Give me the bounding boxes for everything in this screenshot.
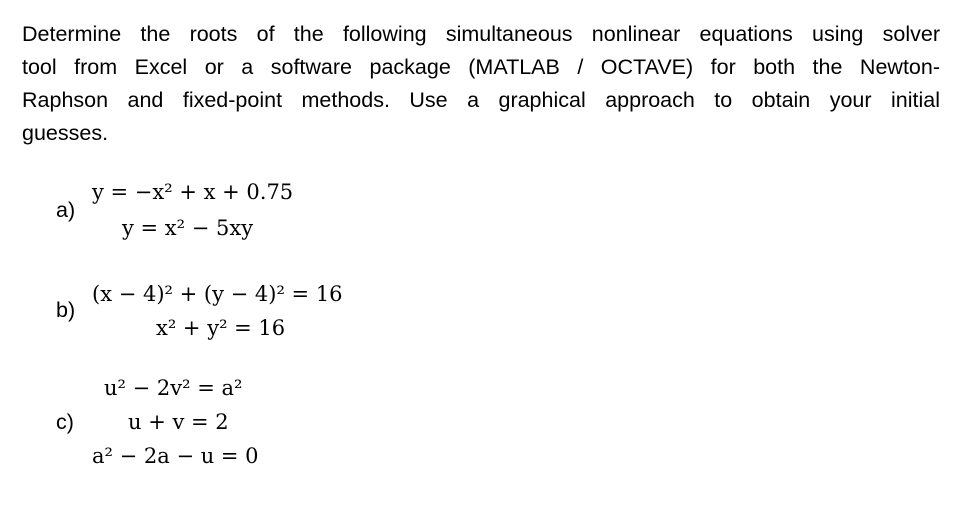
- part-b-equation-2: x² + y² = 16: [156, 316, 286, 340]
- part-a-label: a): [56, 198, 76, 222]
- part-c-equation-3: a² − 2a − u = 0: [92, 444, 259, 468]
- problem-line-1: Determine the roots of the following simultaneous nonlinear equations using solver: [22, 22, 940, 46]
- part-c-equation-1: u² − 2v² = a²: [104, 376, 243, 400]
- problem-line-2: tool from Excel or a software package (MATLAB / OCTAVE) for both the Newton-: [22, 55, 940, 79]
- problem-statement: [22, 18, 940, 150]
- part-a-equation-2: y = x² − 5xy: [122, 216, 254, 240]
- part-b-label: b): [56, 298, 76, 322]
- part-c-equation-2: u + v = 2: [128, 410, 229, 434]
- part-c-label: c): [56, 410, 74, 434]
- part-b-equation-1: (x − 4)² + (y − 4)² = 16: [92, 282, 343, 306]
- problem-line-3: Raphson and fixed-point methods. Use a graphical approach to obtain your initial: [22, 88, 940, 112]
- part-a-equation-1: y = −x² + x + 0.75: [92, 180, 294, 204]
- problem-line-4: guesses.: [22, 121, 109, 145]
